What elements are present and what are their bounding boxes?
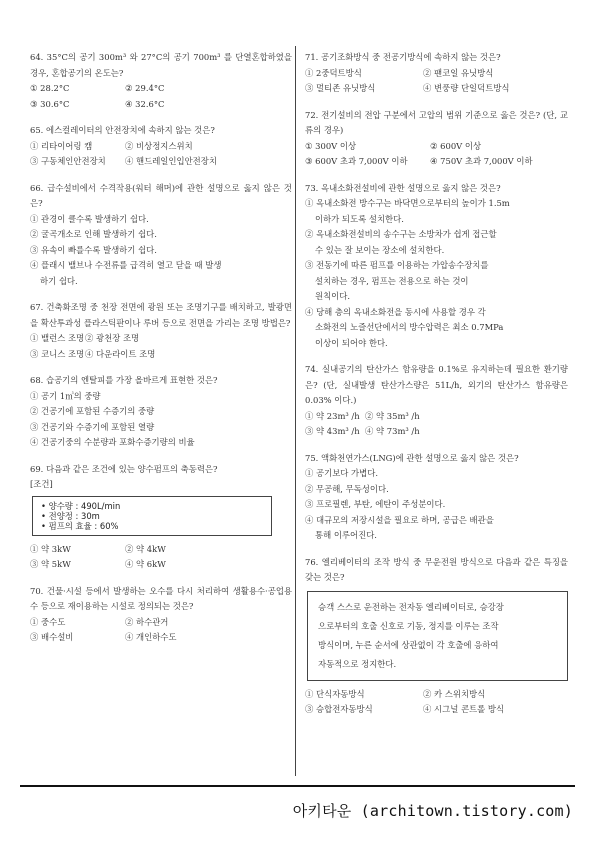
- description-line: 방식이며, 누른 순서에 상관없이 각 호출에 응하여: [318, 639, 499, 650]
- option-text-cont: 통해 이루어진다.: [315, 530, 377, 540]
- question-65: [30, 123, 292, 170]
- option-text-cont: 원칙이다.: [315, 291, 351, 301]
- condition-label: [조건]: [30, 479, 53, 489]
- description-line: 승객 스스로 운전하는 전자동 엘리베이터로, 승강장: [318, 601, 504, 612]
- question-70: [30, 584, 292, 646]
- option-4[interactable]: ④ 건공기중의 수분량과 포화수증기량의 비율: [30, 437, 195, 447]
- option-2[interactable]: ② 비상정지스위치: [125, 140, 193, 151]
- option-2[interactable]: ② 약 35m³ /h: [365, 410, 420, 421]
- option-3[interactable]: ③ 배수설비: [30, 632, 74, 642]
- option-2[interactable]: ② 약 4kW: [125, 543, 166, 554]
- option-text-cont: 이상이 되어야 한다.: [315, 337, 388, 348]
- option-3[interactable]: ③ 건공기와 수증기에 포함된 열량: [30, 421, 155, 432]
- option-text-cont: 하기 쉽다.: [40, 275, 78, 286]
- question-stem: 66. 급수설비에서 수격작용(워터 해머)에 관한 설명으로 옳지 않은 것은?: [30, 182, 292, 208]
- option-1[interactable]: ① 공기 1㎥의 중량: [30, 390, 101, 401]
- option-1[interactable]: [305, 196, 568, 227]
- question-stem: 71. 공기조화방식 중 전공기방식에 속하지 않는 것은?: [305, 52, 501, 62]
- answer-options: [30, 615, 292, 646]
- question-69: [30, 462, 292, 573]
- answer-options: [30, 212, 292, 290]
- answer-options: [30, 139, 292, 170]
- option-2[interactable]: ② 카 스위치방식: [423, 688, 486, 699]
- option-3[interactable]: ③ 승합전자동방식: [305, 704, 373, 714]
- option-text-cont: 설치하는 경우, 펌프는 전용으로 하는 것이: [315, 275, 469, 286]
- question-73: [305, 181, 568, 352]
- footer-rule: [20, 785, 575, 787]
- right-column: [305, 50, 568, 729]
- option-1[interactable]: ① 300V 이상: [305, 140, 357, 151]
- option-2[interactable]: ② 팬코일 유닛방식: [423, 67, 494, 78]
- option-1[interactable]: ① 단식자동방식: [305, 688, 365, 699]
- option-2[interactable]: ② 무공해, 무독성이다.: [305, 483, 389, 494]
- option-4[interactable]: ④ 32.6°C: [125, 98, 165, 109]
- option-3[interactable]: ③ 프로필렌, 부탄, 에탄이 주성분이다.: [305, 499, 446, 509]
- option-3[interactable]: ③ 멀티존 유닛방식: [305, 83, 376, 93]
- option-text: ② 옥내소화전설비의 송수구는 소방차가 쉽게 접근할: [305, 229, 497, 239]
- left-column: [30, 50, 292, 657]
- question-74: [305, 362, 568, 440]
- question-66: [30, 181, 292, 290]
- option-4[interactable]: ④ 약 6kW: [125, 559, 166, 569]
- answer-options: [30, 81, 292, 112]
- question-71: [305, 50, 568, 97]
- answer-options: [305, 687, 568, 718]
- question-64: [30, 50, 292, 112]
- answer-options: [30, 331, 292, 362]
- option-1[interactable]: ① 공기보다 가볍다.: [305, 468, 378, 478]
- option-1[interactable]: ① 중수도: [30, 616, 66, 627]
- option-1[interactable]: ① 약 23m³ /h: [305, 410, 360, 421]
- answer-options: [305, 196, 568, 351]
- option-4[interactable]: ④ 약 73m³ /h: [365, 426, 420, 436]
- option-4[interactable]: ④ 다운라이트 조명: [85, 348, 156, 359]
- option-text: ④ 대규모의 저장시설을 필요로 하며, 공급은 배관을: [305, 514, 494, 525]
- question-76: [305, 555, 568, 718]
- option-4[interactable]: [305, 513, 568, 544]
- question-stem: 68. 습공기의 엔탈피를 가장 올바르게 표현한 것은?: [30, 375, 218, 385]
- option-2[interactable]: ② 건공기에 포함된 수증기의 중량: [30, 406, 155, 416]
- option-2[interactable]: ② 하수관거: [125, 616, 169, 627]
- option-4[interactable]: ④ 변풍량 단일덕트방식: [423, 83, 510, 93]
- description-line: 자동적으로 정지한다.: [318, 658, 397, 669]
- condition-item: • 펌프의 효율 : 60%: [41, 521, 263, 531]
- option-3[interactable]: [305, 258, 568, 305]
- answer-options: [305, 66, 568, 97]
- option-2[interactable]: ② 29.4°C: [125, 83, 165, 93]
- option-text: ① 옥내소화전 방수구는 바닥면으로부터의 높이가 1.5m: [305, 198, 510, 208]
- question-stem: 69. 다음과 같은 조건에 있는 양수펌프의 축동력은?: [30, 463, 218, 474]
- option-text-cont: 수 있는 잘 보이는 장소에 설치한다.: [315, 244, 445, 255]
- option-2[interactable]: ② 굴곡개소로 인해 발생하기 쉽다.: [30, 229, 157, 239]
- option-2[interactable]: [305, 227, 568, 258]
- question-75: [305, 451, 568, 544]
- option-3[interactable]: ③ 유속이 빠를수록 발생하기 쉽다.: [30, 244, 157, 255]
- option-1[interactable]: ① 2중덕트방식: [305, 67, 362, 78]
- answer-options: [305, 466, 568, 544]
- option-1[interactable]: ① 관경이 클수록 발생하기 쉽다.: [30, 213, 149, 224]
- column-divider: [295, 46, 296, 776]
- option-4[interactable]: ④ 핸드레일인입안전장치: [125, 156, 217, 166]
- answer-options: [305, 139, 568, 170]
- option-4[interactable]: [30, 258, 292, 289]
- option-3[interactable]: ③ 약 43m³ /h: [305, 426, 360, 436]
- answer-options: [30, 542, 292, 573]
- question-72: [305, 108, 568, 170]
- answer-options: [305, 409, 568, 440]
- option-3[interactable]: ③ 약 5kW: [30, 559, 71, 569]
- question-stem: 73. 옥내소화전설비에 관한 설명으로 옳지 않은 것은?: [305, 182, 501, 193]
- condition-item: • 양수량 : 490L/min: [41, 501, 263, 511]
- option-text: ④ 플래시 밸브나 수전류를 급격히 열고 닫을 때 발생: [30, 260, 222, 270]
- question-68: [30, 373, 292, 451]
- option-4[interactable]: ④ 시그널 콘트롤 방식: [423, 704, 505, 714]
- option-3[interactable]: ③ 30.6°C: [30, 98, 70, 109]
- option-3[interactable]: ③ 코니스 조명: [30, 348, 85, 359]
- question-67: [30, 300, 292, 362]
- description-line: 으로부터의 호출 신호로 기동, 정지를 이루는 조작: [318, 620, 499, 631]
- question-stem: 64. 35°C의 공기 300m³ 와 27°C의 공기 700m³ 를 단열혼합하였을 경우, 혼합공기의 온도는?: [30, 52, 292, 78]
- condition-item: • 전양정 : 30m: [41, 511, 263, 521]
- option-1[interactable]: ① 약 3kW: [30, 543, 71, 554]
- condition-box: [32, 496, 272, 536]
- question-stem: 72. 전기설비의 전압 구분에서 고압의 범위 기준으로 옳은 것은? (단, 교류의 경우): [305, 109, 568, 135]
- option-1[interactable]: ① 밸런스 조명: [30, 333, 85, 343]
- option-2[interactable]: ② 600V 이상: [430, 140, 482, 151]
- option-4[interactable]: ④ 750V 초과 7,000V 이하: [430, 156, 533, 166]
- answer-options: [30, 389, 292, 451]
- question-stem: 70. 건물·시설 등에서 발생하는 오수를 다시 처리하여 생활용수·공업용수 등으로 재이용하는 시설로 정의되는 것은?: [30, 585, 292, 611]
- footer-credit: 아키타운 (architown.tistory.com): [292, 802, 573, 820]
- option-text: ④ 당해 층의 옥내소화전을 동시에 사용할 경우 각: [305, 306, 486, 317]
- option-2[interactable]: ② 광천장 조명: [85, 333, 140, 343]
- option-1[interactable]: ① 리타이어링 캠: [30, 140, 93, 151]
- option-text-cont: 이하가 되도록 설치한다.: [315, 213, 404, 224]
- option-4[interactable]: [305, 305, 568, 352]
- option-3[interactable]: ③ 구동체인안전장치: [30, 156, 106, 166]
- option-text: ③ 전동기에 따른 펌프를 이용하는 가압송수장치를: [305, 260, 489, 270]
- option-1[interactable]: ① 28.2°C: [30, 83, 70, 93]
- question-stem: 75. 액화천연가스(LNG)에 관한 설명으로 옳지 않은 것은?: [305, 452, 519, 463]
- question-stem: 67. 건축화조명 중 천장 전면에 광원 또는 조명기구를 배치하고, 발광면을 확산투과성 플라스틱판이나 루버 등으로 전면을 가리는 조명 방법은?: [30, 302, 292, 328]
- question-stem: 65. 에스컬레이터의 안전장치에 속하지 않는 것은?: [30, 125, 215, 135]
- option-text-cont: 소화전의 노즐선단에서의 방수압력은 최소 0.7MPa: [315, 322, 504, 332]
- option-4[interactable]: ④ 개인하수도: [125, 632, 177, 642]
- question-stem: 74. 실내공기의 탄산가스 함유량을 0.1%로 유지하는데 필요한 환기량은? (단, 실내발생 탄산가스량은 51L/h, 외기의 탄산가스 함유량은 0.03% 이다.): [305, 364, 568, 405]
- question-stem: 76. 엘리베이터의 조작 방식 중 무운전원 방식으로 다음과 같은 특징을 갖는 것은?: [305, 556, 568, 582]
- option-3[interactable]: ③ 600V 초과 7,000V 이하: [305, 156, 408, 166]
- description-box: [307, 591, 568, 681]
